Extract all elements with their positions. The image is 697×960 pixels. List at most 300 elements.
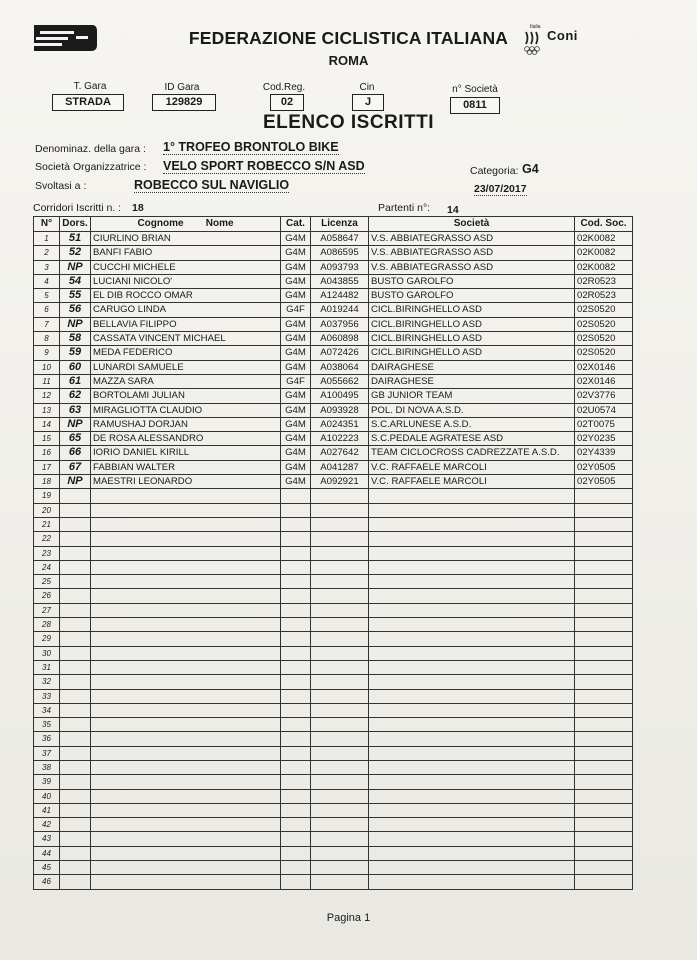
table-row xyxy=(34,446,633,460)
cell-lic: A093928 xyxy=(311,403,369,417)
cell-lic xyxy=(311,875,369,889)
cell-dors: 63 xyxy=(60,403,91,417)
cell-cat xyxy=(281,875,311,889)
cell-cod xyxy=(575,503,633,517)
cell-name: LUCIANI NICOLO' xyxy=(91,274,281,288)
cell-cod xyxy=(575,618,633,632)
cell-soc xyxy=(369,675,575,689)
cell-name xyxy=(91,760,281,774)
cell-cat: G4M xyxy=(281,389,311,403)
table-row xyxy=(34,732,633,746)
cell-soc xyxy=(369,861,575,875)
cell-n: 20 xyxy=(34,503,60,517)
table-row xyxy=(34,374,633,388)
cell-cat xyxy=(281,789,311,803)
table-row xyxy=(34,646,633,660)
cell-cat: G4M xyxy=(281,317,311,331)
table-row xyxy=(34,861,633,875)
cell-name xyxy=(91,775,281,789)
cell-cod xyxy=(575,832,633,846)
categoria-value: G4 xyxy=(522,162,539,176)
cell-lic: A100495 xyxy=(311,389,369,403)
cell-dors xyxy=(60,618,91,632)
cell-n: 40 xyxy=(34,789,60,803)
cell-dors: 65 xyxy=(60,432,91,446)
cell-soc xyxy=(369,489,575,503)
table-row xyxy=(34,232,633,246)
cell-cod xyxy=(575,732,633,746)
cell-soc: V.S. ABBIATEGRASSO ASD xyxy=(369,246,575,260)
cell-n: 25 xyxy=(34,575,60,589)
cell-lic: A058647 xyxy=(311,232,369,246)
svoltasi-label: Svoltasi a : xyxy=(35,180,87,192)
cell-dors xyxy=(60,775,91,789)
partenti-label: Partenti n°: xyxy=(378,202,431,214)
cell-dors xyxy=(60,489,91,503)
table-row xyxy=(34,246,633,260)
table-row xyxy=(34,875,633,889)
cell-name xyxy=(91,646,281,660)
table-row xyxy=(34,517,633,531)
cell-lic xyxy=(311,589,369,603)
cell-soc: V.C. RAFFAELE MARCOLI xyxy=(369,460,575,474)
cell-soc: BUSTO GAROLFO xyxy=(369,274,575,288)
cell-cat xyxy=(281,503,311,517)
cell-dors xyxy=(60,517,91,531)
table-row xyxy=(34,618,633,632)
cell-name xyxy=(91,675,281,689)
table-row xyxy=(34,503,633,517)
header-cat: Cat. xyxy=(281,217,311,232)
cell-n: 2 xyxy=(34,246,60,260)
cell-soc: DAIRAGHESE xyxy=(369,360,575,374)
cell-lic: A055662 xyxy=(311,374,369,388)
cell-dors xyxy=(60,503,91,517)
cod-reg-label: Cod.Reg. xyxy=(262,82,306,93)
cell-n: 1 xyxy=(34,232,60,246)
cell-cod xyxy=(575,517,633,531)
cell-cat xyxy=(281,775,311,789)
cell-soc xyxy=(369,689,575,703)
cell-cod: 02S0520 xyxy=(575,332,633,346)
cell-cod xyxy=(575,660,633,674)
cell-soc xyxy=(369,832,575,846)
cell-soc xyxy=(369,746,575,760)
cell-cod xyxy=(575,489,633,503)
cell-soc xyxy=(369,660,575,674)
cell-soc xyxy=(369,818,575,832)
cell-n: 38 xyxy=(34,760,60,774)
cell-cat xyxy=(281,732,311,746)
cell-cat xyxy=(281,675,311,689)
cell-dors: 67 xyxy=(60,460,91,474)
cell-dors xyxy=(60,632,91,646)
cell-cat: G4M xyxy=(281,346,311,360)
cell-cat xyxy=(281,846,311,860)
cell-cat xyxy=(281,718,311,732)
cell-lic xyxy=(311,517,369,531)
header-societa: Società xyxy=(369,217,575,232)
cell-soc xyxy=(369,632,575,646)
cell-cod xyxy=(575,646,633,660)
table-row xyxy=(34,603,633,617)
cell-name xyxy=(91,532,281,546)
cell-name: CIURLINO BRIAN xyxy=(91,232,281,246)
cell-cat xyxy=(281,589,311,603)
cell-dors: 59 xyxy=(60,346,91,360)
cell-cat xyxy=(281,618,311,632)
cell-cod xyxy=(575,560,633,574)
cell-dors xyxy=(60,546,91,560)
cell-n: 15 xyxy=(34,432,60,446)
cell-cat: G4M xyxy=(281,274,311,288)
cell-cat xyxy=(281,660,311,674)
cell-name: MAESTRI LEONARDO xyxy=(91,475,281,489)
cell-name xyxy=(91,632,281,646)
table-row xyxy=(34,846,633,860)
cell-cod: 02Y0505 xyxy=(575,475,633,489)
cell-cod xyxy=(575,846,633,860)
cell-dors: 61 xyxy=(60,374,91,388)
document-title: ELENCO ISCRITTI xyxy=(262,112,435,133)
societa-value: 0811 xyxy=(450,97,500,114)
cell-n: 18 xyxy=(34,475,60,489)
table-row xyxy=(34,389,633,403)
categoria-label: Categoria: xyxy=(470,165,519,177)
cell-cat xyxy=(281,575,311,589)
cell-soc xyxy=(369,517,575,531)
cell-soc: DAIRAGHESE xyxy=(369,374,575,388)
cell-cod xyxy=(575,818,633,832)
cell-n: 14 xyxy=(34,417,60,431)
cell-dors: 58 xyxy=(60,332,91,346)
cell-n: 6 xyxy=(34,303,60,317)
tipo-gara-label: T. Gara xyxy=(73,81,107,92)
organizzatrice-value: VELO SPORT ROBECCO S/N ASD xyxy=(163,159,365,173)
roster-body xyxy=(34,232,633,890)
cell-n: 21 xyxy=(34,517,60,531)
cell-name xyxy=(91,603,281,617)
table-row xyxy=(34,689,633,703)
cell-name xyxy=(91,689,281,703)
cell-dors: NP xyxy=(60,475,91,489)
cell-cod: 02S0520 xyxy=(575,317,633,331)
cell-cod xyxy=(575,546,633,560)
cell-name xyxy=(91,660,281,674)
cell-n: 34 xyxy=(34,703,60,717)
cell-name: RAMUSHAJ DORJAN xyxy=(91,417,281,431)
cell-soc: GB JUNIOR TEAM xyxy=(369,389,575,403)
cell-cod: 02K0082 xyxy=(575,232,633,246)
cell-cat xyxy=(281,517,311,531)
cell-dors xyxy=(60,589,91,603)
cell-lic: A019244 xyxy=(311,303,369,317)
table-row xyxy=(34,575,633,589)
cell-n: 11 xyxy=(34,374,60,388)
cell-lic xyxy=(311,818,369,832)
table-row xyxy=(34,532,633,546)
cell-lic xyxy=(311,560,369,574)
cell-cod xyxy=(575,589,633,603)
cell-soc: S.C.PEDALE AGRATESE ASD xyxy=(369,432,575,446)
table-row xyxy=(34,675,633,689)
cell-soc: CICL.BIRINGHELLO ASD xyxy=(369,346,575,360)
cell-dors xyxy=(60,861,91,875)
cell-soc xyxy=(369,718,575,732)
cell-n: 13 xyxy=(34,403,60,417)
cell-dors xyxy=(60,746,91,760)
cell-lic: A037956 xyxy=(311,317,369,331)
cell-name: EL DIB ROCCO OMAR xyxy=(91,289,281,303)
cell-lic xyxy=(311,646,369,660)
cell-dors: NP xyxy=(60,417,91,431)
svoltasi-value: ROBECCO SUL NAVIGLIO xyxy=(134,178,290,192)
cell-name: DE ROSA ALESSANDRO xyxy=(91,432,281,446)
table-row xyxy=(34,660,633,674)
cell-lic: A093793 xyxy=(311,260,369,274)
cell-lic xyxy=(311,832,369,846)
cell-n: 10 xyxy=(34,360,60,374)
cell-cod: 02S0520 xyxy=(575,303,633,317)
cell-soc: BUSTO GAROLFO xyxy=(369,289,575,303)
cell-n: 39 xyxy=(34,775,60,789)
cell-dors xyxy=(60,732,91,746)
cell-lic: A024351 xyxy=(311,417,369,431)
cell-lic: A072426 xyxy=(311,346,369,360)
cell-name xyxy=(91,803,281,817)
table-row xyxy=(34,760,633,774)
cell-dors: 56 xyxy=(60,303,91,317)
cell-name xyxy=(91,546,281,560)
cell-n: 37 xyxy=(34,746,60,760)
cell-lic xyxy=(311,603,369,617)
cell-lic: A043855 xyxy=(311,274,369,288)
cell-lic xyxy=(311,660,369,674)
table-row xyxy=(34,703,633,717)
cell-n: 4 xyxy=(34,274,60,288)
cell-name: CUCCHI MICHELE xyxy=(91,260,281,274)
cell-soc xyxy=(369,546,575,560)
cell-dors xyxy=(60,689,91,703)
cell-cat: G4M xyxy=(281,232,311,246)
cell-n: 27 xyxy=(34,603,60,617)
cin-value: J xyxy=(352,94,384,111)
cell-name xyxy=(91,560,281,574)
cell-cod: 02V3776 xyxy=(575,389,633,403)
id-gara-label: ID Gara xyxy=(164,82,200,93)
table-row xyxy=(34,546,633,560)
cell-cod: 02X0146 xyxy=(575,374,633,388)
cell-n: 42 xyxy=(34,818,60,832)
cell-n: 5 xyxy=(34,289,60,303)
header-cod-soc: Cod. Soc. xyxy=(575,217,633,232)
cell-lic xyxy=(311,575,369,589)
cell-lic xyxy=(311,718,369,732)
cell-lic xyxy=(311,618,369,632)
cell-dors: 66 xyxy=(60,446,91,460)
cell-name xyxy=(91,703,281,717)
cell-cod: 02S0520 xyxy=(575,346,633,360)
cell-name xyxy=(91,718,281,732)
cell-lic: A041287 xyxy=(311,460,369,474)
cell-lic xyxy=(311,632,369,646)
table-row xyxy=(34,346,633,360)
cell-cod: 02K0082 xyxy=(575,260,633,274)
cell-lic: A092921 xyxy=(311,475,369,489)
cell-cod xyxy=(575,675,633,689)
cell-cod xyxy=(575,789,633,803)
cell-name: MIRAGLIOTTA CLAUDIO xyxy=(91,403,281,417)
cell-cat xyxy=(281,646,311,660)
cell-lic xyxy=(311,846,369,860)
cell-cod xyxy=(575,689,633,703)
cell-lic xyxy=(311,503,369,517)
cell-n: 41 xyxy=(34,803,60,817)
cell-lic xyxy=(311,732,369,746)
cell-dors xyxy=(60,875,91,889)
cell-n: 45 xyxy=(34,861,60,875)
partenti-value: 14 xyxy=(447,204,459,216)
cell-soc: CICL.BIRINGHELLO ASD xyxy=(369,303,575,317)
cell-cod: 02Y0235 xyxy=(575,432,633,446)
table-header-row xyxy=(34,217,633,232)
cell-lic: A027642 xyxy=(311,446,369,460)
cell-soc xyxy=(369,732,575,746)
cell-dors xyxy=(60,818,91,832)
cell-soc xyxy=(369,789,575,803)
cell-dors: 52 xyxy=(60,246,91,260)
cell-name xyxy=(91,503,281,517)
cell-lic xyxy=(311,689,369,703)
cell-soc: CICL.BIRINGHELLO ASD xyxy=(369,317,575,331)
cell-dors xyxy=(60,718,91,732)
cell-lic xyxy=(311,746,369,760)
cell-cat xyxy=(281,560,311,574)
cell-cod: 02T0075 xyxy=(575,417,633,431)
table-row xyxy=(34,775,633,789)
cell-cat: G4M xyxy=(281,446,311,460)
cell-n: 32 xyxy=(34,675,60,689)
cell-dors xyxy=(60,560,91,574)
table-row xyxy=(34,746,633,760)
cell-name: MEDA FEDERICO xyxy=(91,346,281,360)
cell-dors xyxy=(60,789,91,803)
cell-name: CARUGO LINDA xyxy=(91,303,281,317)
coni-small-label: Italia xyxy=(530,24,541,30)
cell-cod: 02R0523 xyxy=(575,289,633,303)
cell-name xyxy=(91,789,281,803)
cell-lic xyxy=(311,489,369,503)
table-row xyxy=(34,432,633,446)
table-row xyxy=(34,403,633,417)
cell-cat: G4M xyxy=(281,289,311,303)
cell-n: 33 xyxy=(34,689,60,703)
cell-n: 16 xyxy=(34,446,60,460)
cell-dors xyxy=(60,675,91,689)
table-row xyxy=(34,832,633,846)
cell-n: 22 xyxy=(34,532,60,546)
cell-cat: G4M xyxy=(281,246,311,260)
cell-cod: 02R0523 xyxy=(575,274,633,288)
cell-cat xyxy=(281,760,311,774)
cell-cat xyxy=(281,546,311,560)
header-name: Cognome Nome xyxy=(91,217,281,232)
cell-name xyxy=(91,832,281,846)
cell-soc: V.S. ABBIATEGRASSO ASD xyxy=(369,260,575,274)
cell-n: 9 xyxy=(34,346,60,360)
cell-cod xyxy=(575,775,633,789)
cell-lic xyxy=(311,789,369,803)
cell-soc xyxy=(369,846,575,860)
cell-dors: 54 xyxy=(60,274,91,288)
table-row xyxy=(34,803,633,817)
cell-lic xyxy=(311,861,369,875)
cell-soc xyxy=(369,603,575,617)
cell-cat xyxy=(281,861,311,875)
table-row xyxy=(34,718,633,732)
coni-label: Coni xyxy=(547,28,578,43)
cell-cat: G4M xyxy=(281,460,311,474)
cell-name xyxy=(91,732,281,746)
cell-cat: G4M xyxy=(281,332,311,346)
cell-name xyxy=(91,846,281,860)
cell-name xyxy=(91,517,281,531)
cell-dors xyxy=(60,803,91,817)
cell-soc xyxy=(369,646,575,660)
cell-n: 30 xyxy=(34,646,60,660)
cell-lic xyxy=(311,675,369,689)
cell-soc: S.C.ARLUNESE A.S.D. xyxy=(369,417,575,431)
org-title: FEDERAZIONE CICLISTICA ITALIANA xyxy=(188,28,509,48)
cell-name xyxy=(91,575,281,589)
table-row xyxy=(34,289,633,303)
iscritti-value: 18 xyxy=(132,202,144,214)
cell-dors: 55 xyxy=(60,289,91,303)
cell-n: 12 xyxy=(34,389,60,403)
cin-label: Cin xyxy=(359,82,375,93)
table-row xyxy=(34,818,633,832)
cell-cat: G4F xyxy=(281,303,311,317)
cell-name: IORIO DANIEL KIRILL xyxy=(91,446,281,460)
cell-dors xyxy=(60,846,91,860)
cell-n: 8 xyxy=(34,332,60,346)
table-row xyxy=(34,317,633,331)
cell-cat xyxy=(281,803,311,817)
cell-cat: G4M xyxy=(281,475,311,489)
cell-dors: 62 xyxy=(60,389,91,403)
cell-dors xyxy=(60,646,91,660)
cell-cat: G4M xyxy=(281,417,311,431)
cell-name xyxy=(91,861,281,875)
cell-n: 17 xyxy=(34,460,60,474)
cell-cat xyxy=(281,603,311,617)
cell-soc xyxy=(369,618,575,632)
cell-n: 3 xyxy=(34,260,60,274)
cell-name: BELLAVIA FILIPPO xyxy=(91,317,281,331)
cell-dors: 51 xyxy=(60,232,91,246)
cell-soc xyxy=(369,589,575,603)
cell-cat: G4M xyxy=(281,260,311,274)
cell-name xyxy=(91,746,281,760)
header-licenza: Licenza xyxy=(311,217,369,232)
societa-label: n° Società xyxy=(452,84,498,95)
table-row xyxy=(34,303,633,317)
cell-dors xyxy=(60,832,91,846)
cell-cod xyxy=(575,875,633,889)
cell-lic xyxy=(311,775,369,789)
cell-name xyxy=(91,589,281,603)
cell-cod xyxy=(575,632,633,646)
